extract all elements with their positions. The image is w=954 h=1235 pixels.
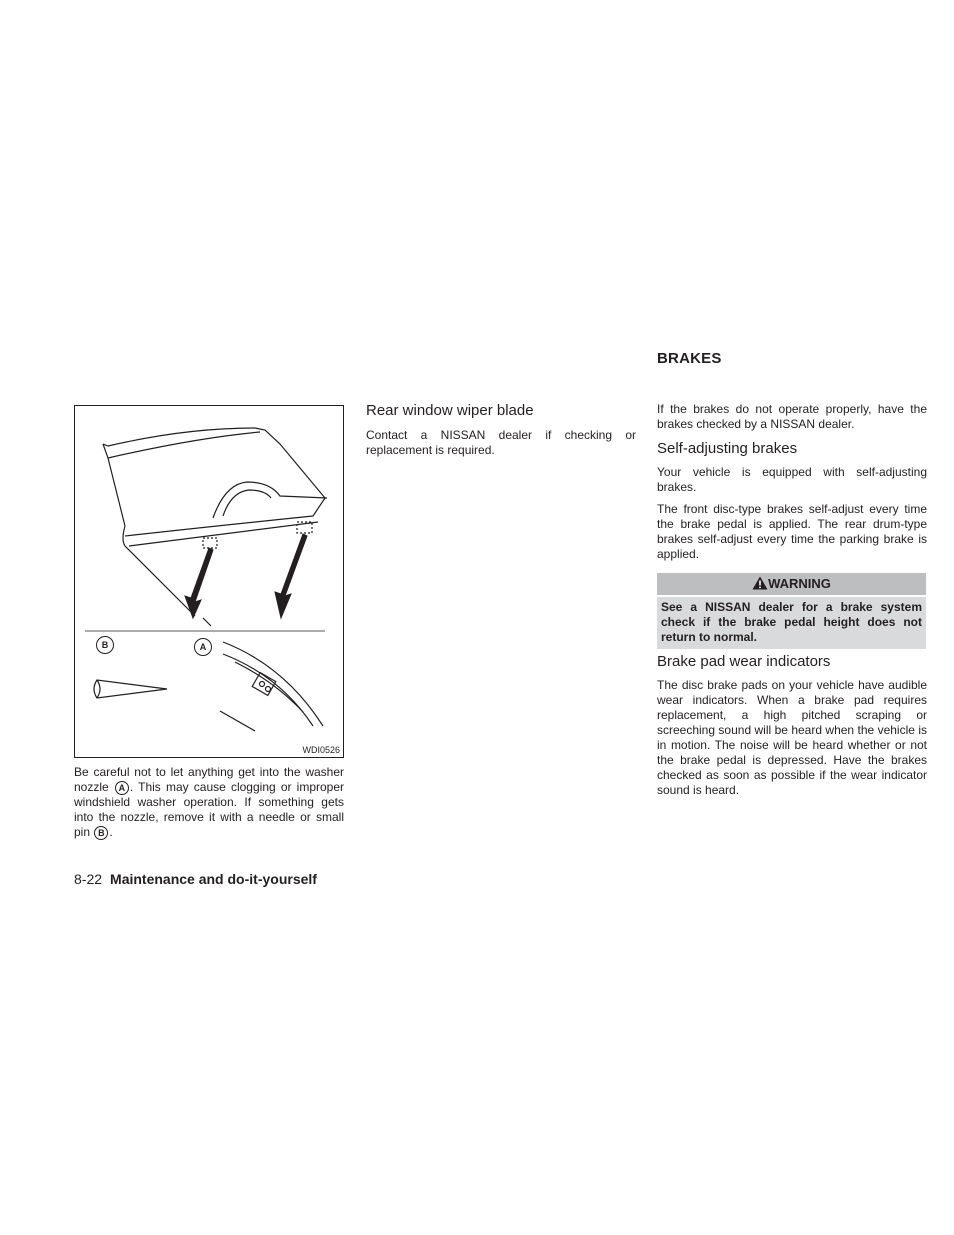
figure-caption [74,765,344,840]
marker-b-icon: B [94,826,108,840]
pad-wear-heading: Brake pad wear indicators [657,653,831,670]
self-adjusting-p2: The front disc-type brakes self-adjust every time the brake pedal is applied. The rear drum-type brakes self-adjust every time the parking brake is applied. [657,502,927,561]
self-adjusting-p1: Your vehicle is equipped with self-adjusting brakes. [657,465,927,494]
washer-nozzle-illustration [75,406,343,757]
warning-text: See a NISSAN dealer for a brake system check if the brake pedal height does not return to normal. [657,597,926,649]
figure-label-b: B [96,636,114,654]
caption-part-2: . This may cause clogging or improper windshield washer operation. If something gets into the nozzle, remove it with a needle or small pin [74,780,345,839]
rear-wiper-text: Contact a NISSAN dealer if checking or replacement is required. [366,428,636,457]
self-adjusting-heading: Self-adjusting brakes [657,440,798,457]
chapter-title: Maintenance and do-it-yourself [110,871,317,887]
caption-part-1: Be careful not to let anything get into the washer nozzle [74,765,344,794]
section-title: BRAKES [657,350,722,367]
rear-wiper-heading: Rear window wiper blade [366,402,534,419]
marker-a-icon: A [115,781,129,795]
brakes-intro: If the brakes do not operate properly, have the brakes checked by a NISSAN dealer. [657,402,927,431]
caption-part-3: . [109,825,113,839]
warning-header [657,573,926,595]
figure-label-a: A [194,638,212,656]
warning-title: WARNING [768,576,831,591]
illustration-figure [74,405,344,758]
warning-box [657,573,926,649]
page-number: 8-22 [74,871,103,887]
figure-code: WDI0526 [302,745,340,755]
warning-triangle-icon [752,576,768,590]
page-footer [74,871,317,887]
pad-wear-text: The disc brake pads on your vehicle have audible wear indicators. When a brake pad requires replacement, a high pitched scraping or screeching sound will be heard when the vehicle is in motion. The noise will be heard whether or not the brake pedal is depressed. Have the brakes checked as soon as possible if the wear indicator sound is heard. [657,678,927,797]
